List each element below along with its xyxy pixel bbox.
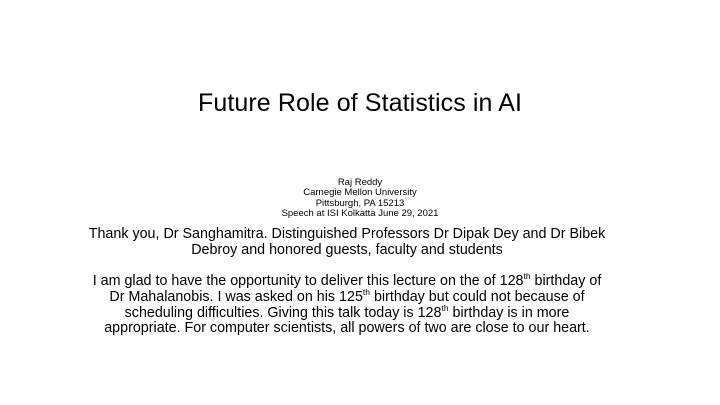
lecture-text-part-4: birthday is in more appropriate. For computer scientists, all powers of two are close to our heart. bbox=[104, 304, 590, 337]
ordinal-suffix-2: th bbox=[362, 287, 370, 298]
lecture-text-part-2: birthday of Dr Mahalanobis. I was asked on his 125 bbox=[109, 273, 602, 305]
lecture-paragraph bbox=[86, 271, 608, 337]
lecture-text-part-3: birthday but could not because of scheduling difficulties. Giving this talk today is 128 bbox=[124, 288, 585, 321]
lecture-text-part-1: I am glad to have the opportunity to deliver this lecture on the of 128 bbox=[92, 273, 524, 290]
ordinal-suffix-1: th bbox=[523, 271, 531, 282]
body-text bbox=[86, 227, 608, 337]
author-name: Raj Reddy bbox=[337, 177, 383, 188]
author-location: Pittsburgh, PA 15213 bbox=[315, 197, 405, 209]
author-block bbox=[0, 178, 720, 220]
ordinal-suffix-3: th bbox=[441, 302, 449, 313]
author-affiliation: Carnegie Mellon University bbox=[303, 187, 417, 199]
thanks-paragraph: Thank you, Dr Sanghamitra. Distinguished Professors Dr Dipak Dey and Dr Bibek Debroy and honored guests, faculty and students bbox=[88, 226, 606, 258]
speech-event: Speech at ISI Kolkatta June 29, 2021 bbox=[281, 208, 439, 220]
slide-title: Future Role of Statistics in AI bbox=[197, 89, 523, 117]
